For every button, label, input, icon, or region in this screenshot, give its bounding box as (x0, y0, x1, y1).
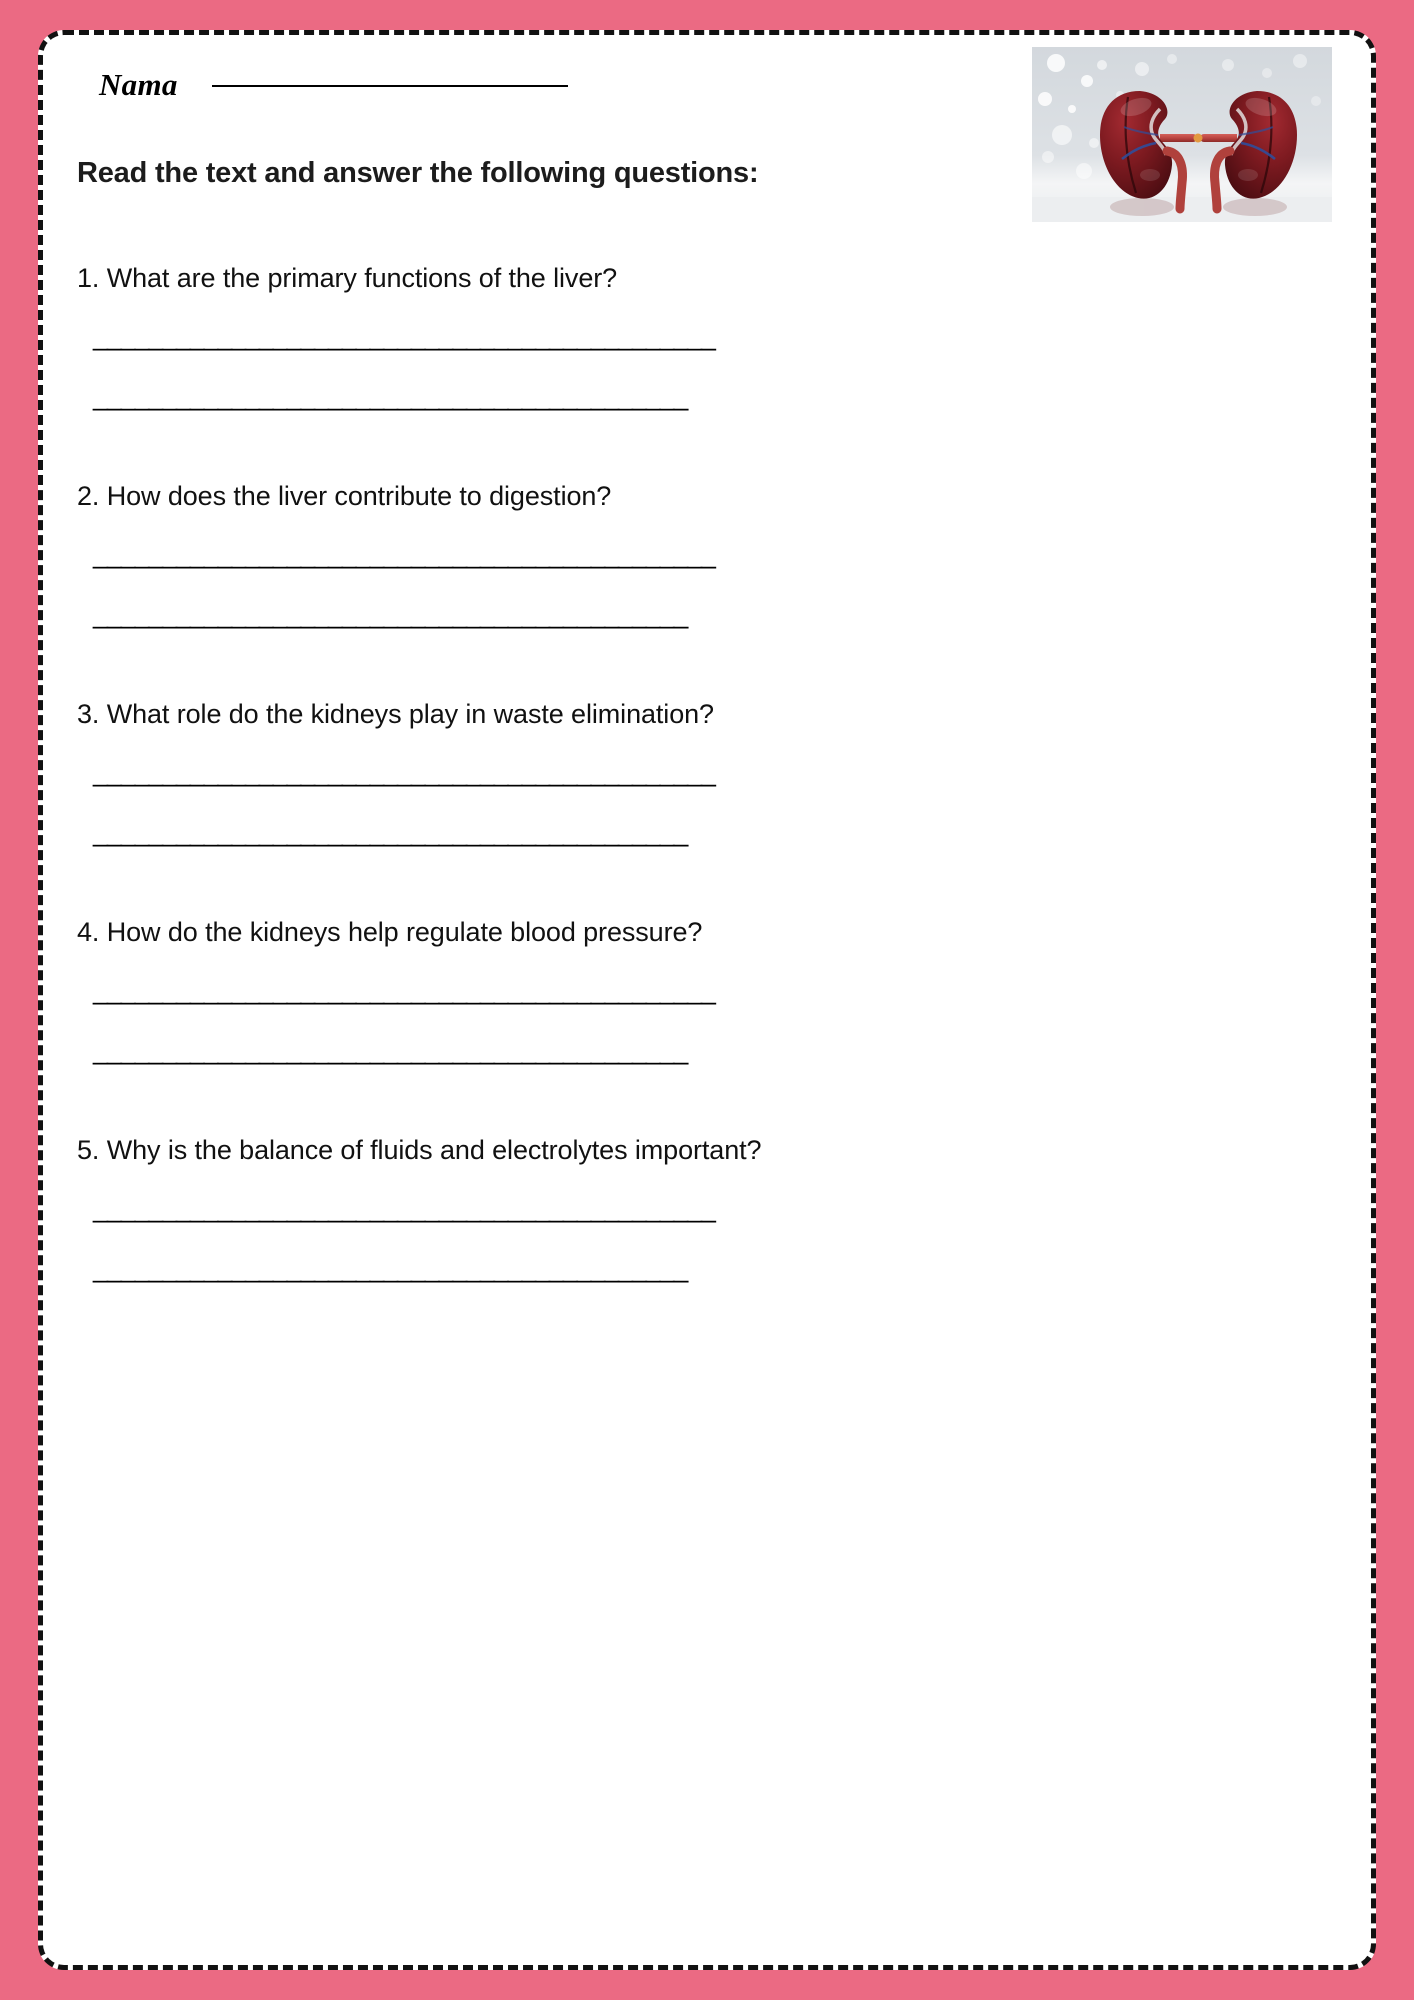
answer-line[interactable]: _____________________________________________ (93, 539, 715, 569)
answer-line[interactable]: ___________________________________________ (93, 599, 688, 629)
page-content (43, 35, 1371, 1965)
answer-line[interactable]: _____________________________________________ (93, 1193, 715, 1223)
name-input-line[interactable] (212, 85, 568, 87)
answer-line[interactable]: _____________________________________________ (93, 757, 715, 787)
question-block (77, 263, 1331, 481)
answer-line[interactable]: ___________________________________________ (93, 817, 688, 847)
name-label: Nama (99, 67, 178, 102)
question-text: 2. How does the liver contribute to digestion? (77, 481, 612, 511)
question-text: 1. What are the primary functions of the liver? (77, 263, 618, 293)
answer-line[interactable]: _____________________________________________ (93, 975, 715, 1005)
question-block (77, 1135, 1331, 1353)
answer-line[interactable]: ___________________________________________ (93, 1035, 688, 1065)
instruction-text: Read the text and answer the following questions (77, 157, 749, 189)
name-field-row (99, 67, 568, 103)
instruction-colon: : (749, 157, 759, 189)
question-text: 5. Why is the balance of fluids and electrolytes important? (77, 1135, 762, 1165)
question-block (77, 917, 1331, 1135)
answer-line[interactable]: ___________________________________________ (93, 381, 688, 411)
questions-list (77, 263, 1331, 1353)
kidneys-illustration (1032, 47, 1332, 222)
answer-line[interactable]: ___________________________________________ (93, 1253, 688, 1283)
question-block (77, 699, 1331, 917)
answer-line[interactable]: _____________________________________________ (93, 321, 715, 351)
question-block (77, 481, 1331, 699)
worksheet-page (38, 30, 1376, 1970)
page-title (77, 157, 758, 190)
question-text: 3. What role do the kidneys play in waste elimination? (77, 699, 714, 729)
question-text: 4. How do the kidneys help regulate blood pressure? (77, 917, 703, 947)
